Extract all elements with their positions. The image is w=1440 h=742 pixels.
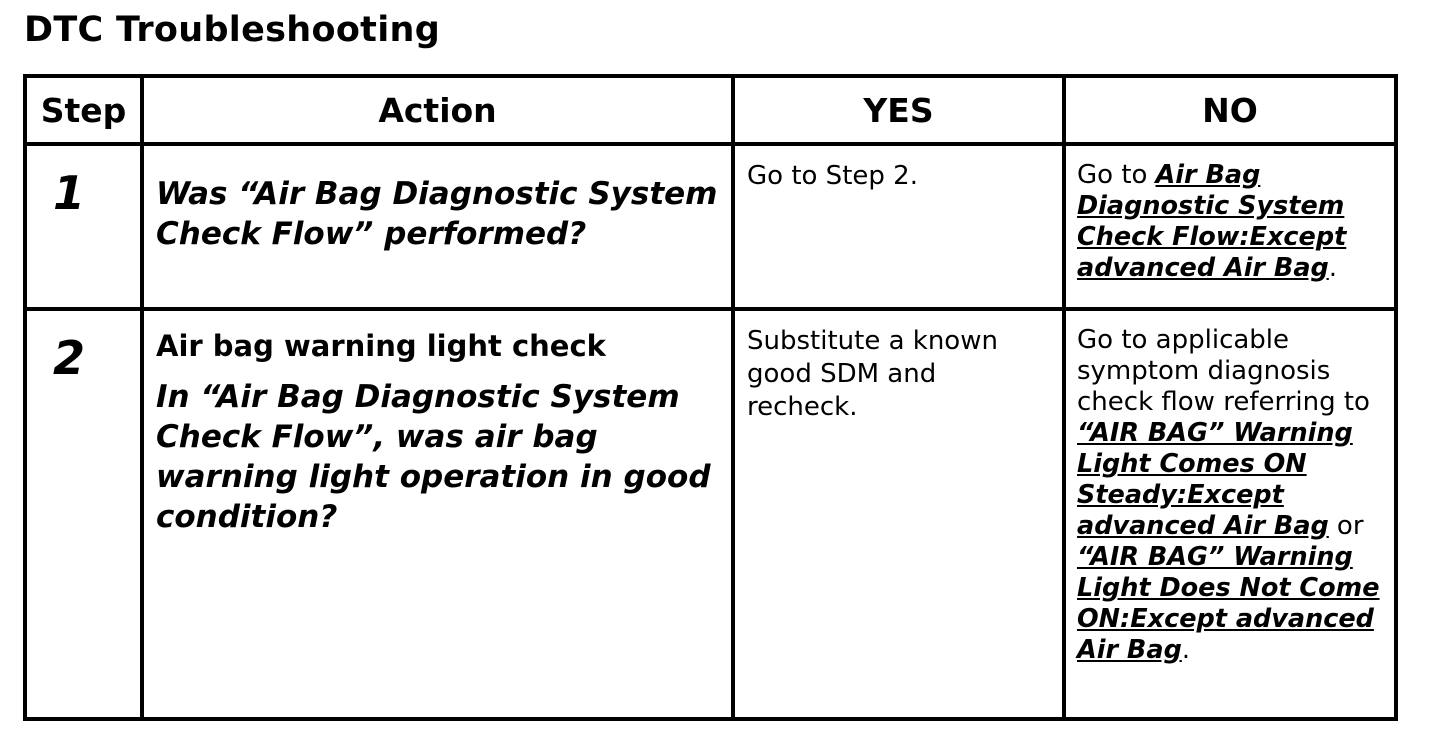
no-text-or: or [1336, 511, 1364, 541]
no-text: Go to [1077, 160, 1148, 190]
step-number: 2 [25, 309, 142, 719]
action-cell [142, 144, 733, 309]
yes-cell: Substitute a known good SDM and recheck. [733, 309, 1064, 719]
action-cell [142, 309, 733, 719]
header-step: Step [25, 76, 142, 144]
no-text: Go to applicable symptom diagnosis check flow referring to [1077, 325, 1370, 417]
no-text-suffix: . [1181, 635, 1190, 665]
header-no: NO [1064, 76, 1396, 144]
no-cell [1064, 144, 1396, 309]
warning-light-on-link[interactable]: “AIR BAG” Warning Light Comes ON Steady:Except advanced Air Bag [1077, 418, 1353, 541]
yes-cell: Go to Step 2. [733, 144, 1064, 309]
table-row [25, 309, 1396, 719]
dtc-table [23, 74, 1398, 721]
action-title: Air bag warning light check [156, 329, 606, 363]
table-header-row [25, 76, 1396, 144]
no-cell [1064, 309, 1396, 719]
action-question: In “Air Bag Diagnostic System Check Flow”, was air bag warning light operation in good condition? [156, 379, 711, 535]
table-row [25, 144, 1396, 309]
page-title: DTC Troubleshooting [24, 10, 441, 50]
warning-light-off-link[interactable]: “AIR BAG” Warning Light Does Not Come ON:Except advanced Air Bag [1077, 542, 1380, 665]
step-number: 1 [25, 144, 142, 309]
header-action: Action [142, 76, 733, 144]
check-flow-link[interactable]: Air Bag Diagnostic System Check Flow:Except advanced Air Bag [1077, 160, 1347, 283]
no-text-suffix: . [1328, 253, 1337, 283]
header-yes: YES [733, 76, 1064, 144]
action-question: Was “Air Bag Diagnostic System Check Flow” performed? [156, 176, 718, 252]
